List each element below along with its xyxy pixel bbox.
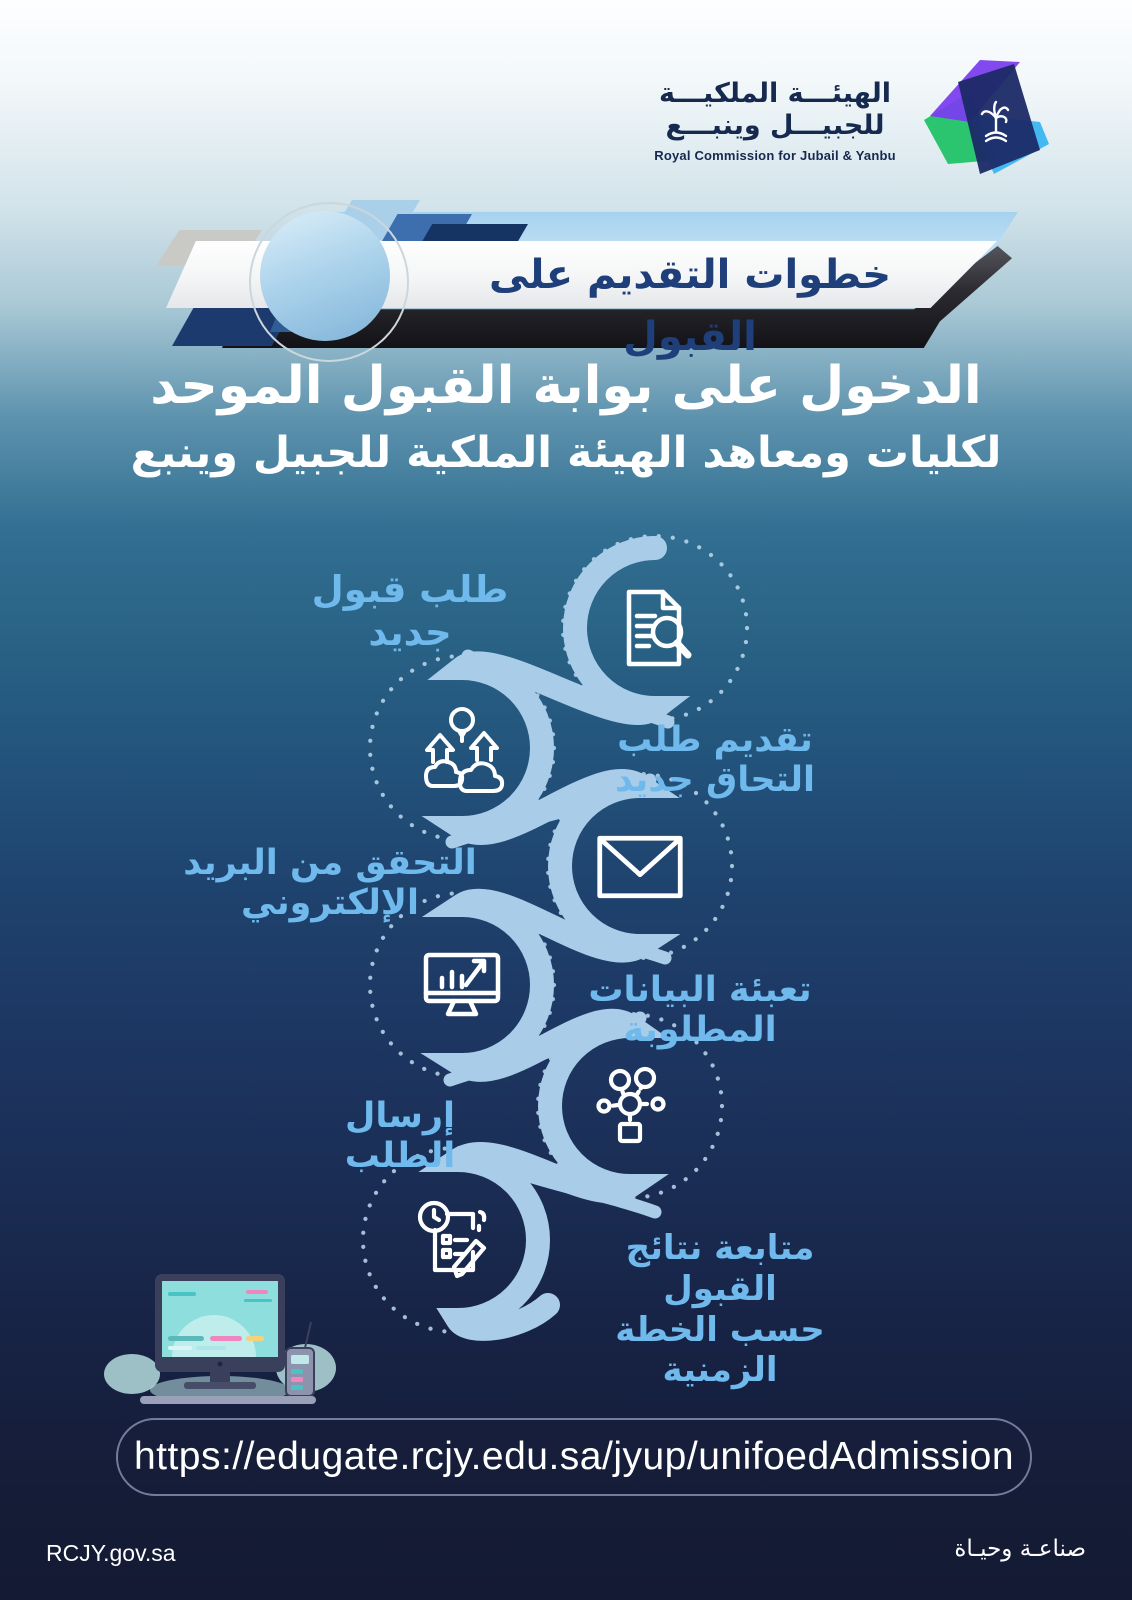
monitor-chart-icon bbox=[414, 937, 510, 1033]
footer-slogan: صناعـة وحيـاة bbox=[954, 1536, 1086, 1562]
logo-name-ar-line1: الهيئـــة الملكيـــة bbox=[658, 78, 892, 109]
logo-name-en: Royal Commission for Jubail & Yanbu bbox=[654, 147, 896, 163]
banner-title: خطوات التقديم على القبول bbox=[488, 252, 892, 360]
step-label-6-line1: متابعة نتائج القبول bbox=[625, 1228, 815, 1309]
step-label-6-line2: حسب الخطة الزمنية bbox=[615, 1309, 825, 1391]
footer-website: RCJY.gov.sa bbox=[46, 1540, 176, 1566]
computer-illustration bbox=[100, 1256, 340, 1406]
step-label-2: تقديم طلب التحاق جديد bbox=[614, 720, 816, 800]
logo-name-ar-line2: للجبيـــل وينبـــع bbox=[665, 109, 885, 141]
banner-circle bbox=[260, 211, 390, 341]
share-network-icon bbox=[582, 1058, 678, 1154]
step-label-4: تعبئة البيانات المطلوبة bbox=[588, 970, 812, 1050]
step-label-3: التحقق من البريد الإلكتروني bbox=[183, 843, 477, 923]
growth-arrows-icon bbox=[414, 700, 510, 796]
results-checklist-icon bbox=[407, 1192, 503, 1288]
page-title: الدخول على بوابة القبول الموحد bbox=[150, 356, 982, 416]
document-search-icon bbox=[607, 580, 703, 676]
logo-text-block bbox=[640, 78, 910, 163]
step-label-5: إرسال الطلب bbox=[344, 1096, 456, 1176]
step-label-1: طلب قبول جديد bbox=[311, 568, 509, 654]
step-label-6 bbox=[575, 1228, 865, 1391]
admission-url-link[interactable] bbox=[116, 1418, 1032, 1496]
admission-url-text: https://edugate.rcjy.edu.sa/jyup/unifoedAdmission bbox=[133, 1435, 1015, 1478]
page-subtitle: لكليات ومعاهد الهيئة الملكية للجبيل وينبع bbox=[130, 428, 1002, 478]
rcjy-logo-mark-icon bbox=[918, 52, 1053, 187]
envelope-icon bbox=[594, 832, 686, 902]
